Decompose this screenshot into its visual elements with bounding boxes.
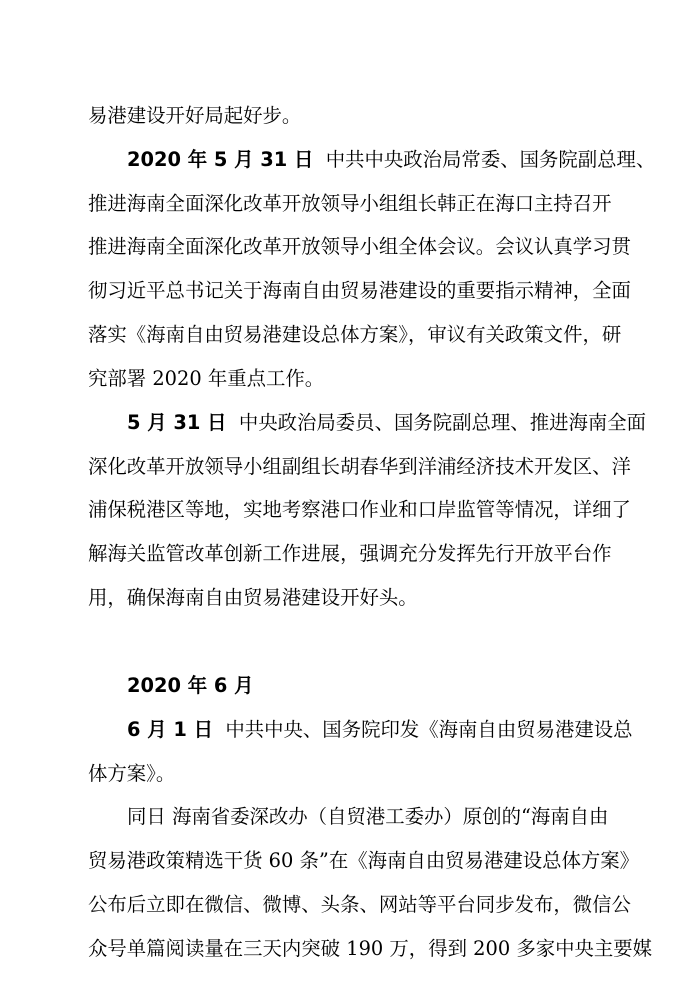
paragraph-1-line-2: 推进海南全面深化改革开放领导小组组长韩正在海口主持召开 — [88, 192, 612, 215]
paragraph-1-first-line — [127, 148, 656, 172]
paragraph-4-first-line: 同日 海南省委深改办（自贸港工委办）原创的“海南自由 — [127, 805, 609, 828]
paragraph-1-line-5: 落实《海南自由贸易港建设总体方案》，审议有关政策文件，研 — [88, 323, 622, 346]
paragraph-1-first-line-text: 中共中央政治局常委、国务院副总理、 — [325, 148, 656, 171]
section-heading: 2020 年 6 月 — [127, 674, 254, 697]
paragraph-2-date: 5 月 31 日 — [127, 411, 227, 434]
paragraph-3-first-line — [127, 718, 633, 742]
paragraph-4-line-3: 公布后立即在微信、微博、头条、网站等平台同步发布，微信公 — [88, 893, 631, 916]
paragraph-3-first-line-text: 中共中央、国务院印发《海南自由贸易港建设总 — [225, 718, 633, 741]
paragraph-4-line-4: 众号单篇阅读量在三天内突破 190 万，得到 200 多家中央主要媒 — [88, 937, 653, 960]
paragraph-2-first-line — [127, 411, 647, 435]
paragraph-4-line-2: 贸易港政策精选干货 60 条”在《海南自由贸易港建设总体方案》 — [88, 849, 640, 872]
paragraph-2-line-5: 用，确保海南自由贸易港建设开好头。 — [88, 586, 418, 609]
paragraph-3-line-2: 体方案》。 — [88, 762, 176, 785]
paragraph-1-line-3: 推进海南全面深化改革开放领导小组全体会议。会议认真学习贯 — [88, 235, 631, 258]
paragraph-2-line-4: 解海关监管改革创新工作进展，强调充分发挥先行开放平台作 — [88, 542, 612, 565]
paragraph-1-line-4: 彻习近平总书记关于海南自由贸易港建设的重要指示精神，全面 — [88, 279, 631, 302]
paragraph-1-date: 2020 年 5 月 31 日 — [127, 148, 314, 171]
paragraph-2-first-line-text: 中央政治局委员、国务院副总理、推进海南全面 — [238, 411, 647, 434]
paragraph-2-line-2: 深化改革开放领导小组副组长胡春华到洋浦经济技术开发区、洋 — [88, 455, 631, 478]
paragraph-0-line-1: 易港建设开好局起好步。 — [88, 104, 302, 127]
paragraph-2-line-3: 浦保税港区等地，实地考察港口作业和口岸监管等情况，详细了 — [88, 498, 631, 521]
paragraph-3-date: 6 月 1 日 — [127, 718, 214, 741]
paragraph-1-line-6: 究部署 2020 年重点工作。 — [88, 367, 325, 390]
